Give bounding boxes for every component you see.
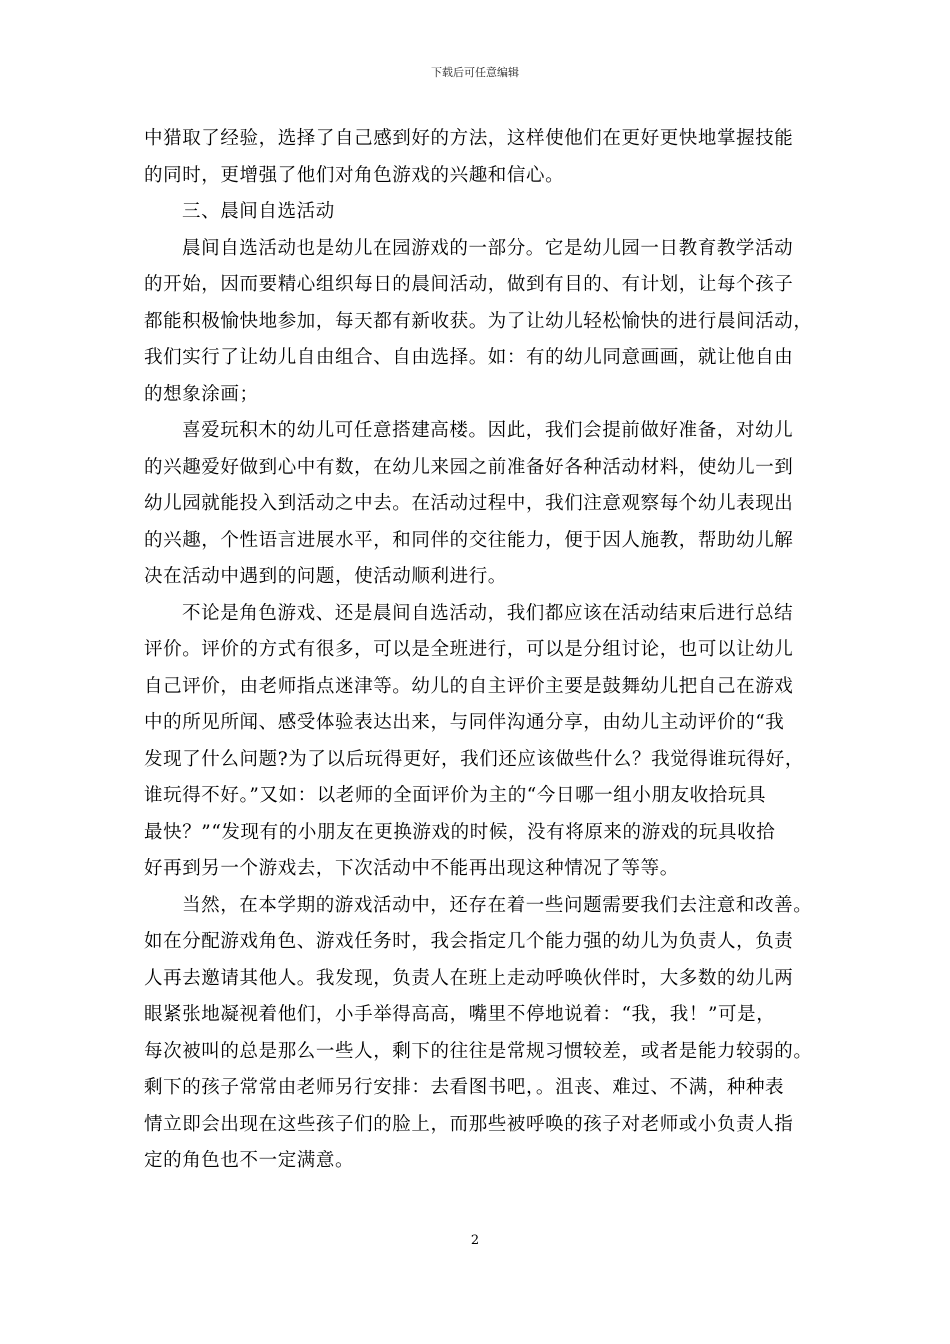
body-line: 每次被叫的总是那么一些人，剩下的往往是常规习惯较差，或者是能力较弱的。 xyxy=(144,1040,813,1062)
body-line: 幼儿园就能投入到活动之中去。在活动过程中，我们注意观察每个幼儿表现出 xyxy=(144,493,794,514)
body-line: 的开始，因而要精心组织每日的晨间活动，做到有目的、有计划，让每个孩子 xyxy=(144,274,794,295)
body-line: 剩下的孩子常常由老师另行安排：去看图书吧，。沮丧、难过、不满，种种表 xyxy=(144,1077,785,1098)
body-line: 人再去邀请其他人。我发现，负责人在班上走动呼唤伙伴时，大多数的幼儿两 xyxy=(144,967,794,989)
body-line: 发现了什么问题?为了以后玩得更好，我们还应该做些什么？我觉得谁玩得好， xyxy=(144,748,804,770)
page-header: 下载后可任意编辑 xyxy=(431,66,519,79)
body-line: 决在活动中遇到的问题，使活动顺利进行。 xyxy=(144,566,507,587)
body-line: 如在分配游戏角色、游戏任务时，我会指定几个能力强的幼儿为负责人，负责 xyxy=(144,931,794,952)
paragraph-first-line: 喜爱玩积木的幼儿可任意搭建高楼。因此，我们会提前做好准备，对幼儿 xyxy=(182,420,794,441)
body-line: 中的所见所闻、感受体验表达出来，与同伴沟通分享，由幼儿主动评价的“我 xyxy=(144,712,785,733)
paragraph-first-line: 晨间自选活动也是幼儿在园游戏的一部分。它是幼儿园一日教育教学活动 xyxy=(182,237,794,259)
document-body xyxy=(144,121,813,1180)
body-line: 眼紧张地凝视着他们，小手举得高高，嘴里不停地说着：“我，我！”可是， xyxy=(144,1004,776,1025)
page-number: 2 xyxy=(470,1233,480,1248)
body-line: 情立即会出现在这些孩子们的脸上，而那些被呼唤的孩子对老师或小负责人指 xyxy=(144,1113,794,1135)
paragraph-first-line: 不论是角色游戏、还是晨间自选活动，我们都应该在活动结束后进行总结 xyxy=(182,602,794,624)
body-line: 中猎取了经验，选择了自己感到好的方法，这样使他们在更好更快地掌握技能 xyxy=(144,128,794,149)
body-line: 定的角色也不一定满意。 xyxy=(144,1150,355,1171)
body-line: 最快？”“发现有的小朋友在更换游戏的时候，没有将原来的游戏的玩具收拾 xyxy=(144,821,776,843)
body-line: 的同时，更增强了他们对角色游戏的兴趣和信心。 xyxy=(144,164,565,186)
paragraph-first-line: 当然，在本学期的游戏活动中，还存在着一些问题需要我们去注意和改善。 xyxy=(182,894,813,916)
body-line: 评价。评价的方式有很多，可以是全班进行，可以是分组讨论，也可以让幼儿 xyxy=(144,639,794,660)
body-line: 谁玩得不好。”又如：以老师的全面评价为主的“今日哪一组小朋友收拾玩具 xyxy=(144,785,767,806)
body-line: 自己评价，由老师指点迷津等。幼儿的自主评价主要是鼓舞幼儿把自己在游戏 xyxy=(144,675,794,697)
body-line: 的兴趣爱好做到心中有数，在幼儿来园之前准备好各种活动材料，使幼儿一到 xyxy=(144,456,794,478)
body-line: 都能积极愉快地参加，每天都有新收获。为了让幼儿轻松愉快的进行晨间活动， xyxy=(144,310,813,332)
section-heading: 三、晨间自选活动 xyxy=(182,201,335,222)
body-line: 好再到另一个游戏去，下次活动中不能再出现这种情况了等等。 xyxy=(144,858,679,879)
body-line: 的想象涂画； xyxy=(144,383,259,405)
body-line: 我们实行了让幼儿自由组合、自由选择。如：有的幼儿同意画画，就让他自由 xyxy=(144,347,794,368)
body-line: 的兴趣，个性语言进展水平，和同伴的交往能力，便于因人施教，帮助幼儿解 xyxy=(144,529,794,551)
